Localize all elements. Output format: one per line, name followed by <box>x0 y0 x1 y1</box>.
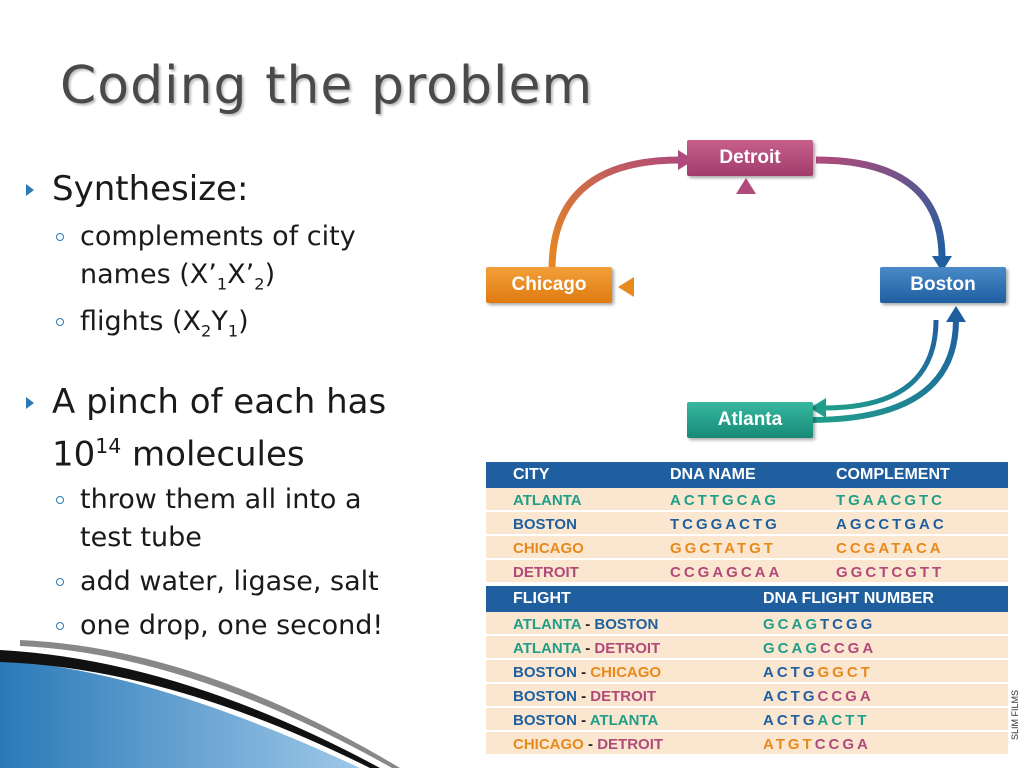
city-box-atlanta: Atlanta <box>687 402 813 438</box>
city-name: BOSTON <box>513 516 577 533</box>
flight-route: ATLANTA - BOSTON <box>513 616 659 633</box>
sub-bullet-text: complements of city <box>80 221 356 252</box>
col-dna-name: DNA NAME <box>670 466 756 483</box>
col-flight: FLIGHT <box>513 590 571 607</box>
city-rows <box>486 488 1008 584</box>
dna-sequence: GGCTCGTT <box>836 564 945 581</box>
city-name: DETROIT <box>513 564 579 581</box>
dna-sequence: GCAGTCGG <box>763 616 876 633</box>
dna-table <box>486 462 1008 756</box>
bullet-text: A pinch of each has <box>52 381 387 422</box>
col-complement: COMPLEMENT <box>836 466 950 483</box>
decorative-swoosh <box>0 640 480 768</box>
slide-title: Coding the problem <box>60 56 594 116</box>
dna-sequence: ACTTGCAG <box>670 492 779 509</box>
bullet-synthesize <box>22 170 462 208</box>
sub-bullet-flights: flights $(X_2Y_1)$ <box>22 303 462 350</box>
city-row <box>486 536 1008 560</box>
dna-sequence: CCGATACA <box>836 540 944 557</box>
sub-bullet-text: throw them all into a <box>80 484 362 516</box>
city-box-chicago: Chicago <box>486 267 612 303</box>
city-row <box>486 488 1008 512</box>
sub-bullet-add-water: add water, ligase, salt <box>22 563 462 601</box>
city-box-boston: Boston <box>880 267 1006 303</box>
city-header-row <box>486 462 1008 488</box>
bullet-text: Synthesize: <box>52 169 249 209</box>
sub-bullet-ring-icon <box>56 496 64 504</box>
dna-sequence: ACTGACTT <box>763 712 870 729</box>
flight-row <box>486 660 1008 684</box>
flight-row <box>486 636 1008 660</box>
flight-route: ATLANTA - DETROIT <box>513 640 661 657</box>
sub-bullet-ring-icon <box>56 578 64 586</box>
dna-sequence: CCGAGCAA <box>670 564 783 581</box>
sub-bullet-ring-icon <box>56 233 64 241</box>
bullet-list <box>22 170 462 645</box>
bullet-pinch <box>22 383 462 473</box>
arrow-boston-atlanta <box>810 320 936 418</box>
flight-row <box>486 612 1008 636</box>
bullet-triangle-icon <box>26 397 34 409</box>
flight-rows <box>486 612 1008 756</box>
bullet-triangle-icon <box>26 184 34 196</box>
col-flight-number: DNA FLIGHT NUMBER <box>763 590 934 607</box>
sub-bullet-text-line2: test tube <box>80 522 202 554</box>
dna-sequence: ATGTCCGA <box>763 736 871 753</box>
arrow-atlanta-boston <box>810 306 966 420</box>
flight-row <box>486 732 1008 756</box>
sub-bullet-one-drop: one drop, one second! <box>22 607 462 645</box>
city-name: ATLANTA <box>513 492 582 509</box>
dna-sequence: ACTGCCGA <box>763 688 874 705</box>
dna-sequence: TGAACGTC <box>836 492 945 509</box>
flight-route: BOSTON - CHICAGO <box>513 664 662 681</box>
credit-text: SLIM FILMS <box>1010 689 1020 740</box>
arrow-chicago-detroit <box>552 150 694 270</box>
flight-row <box>486 684 1008 708</box>
arrow-detroit-boston <box>816 160 952 272</box>
city-row <box>486 560 1008 584</box>
sub-bullet-complements <box>22 218 462 303</box>
dna-sequence: TCGGACTG <box>670 516 780 533</box>
flight-route: BOSTON - ATLANTA <box>513 712 659 729</box>
city-box-detroit: Detroit <box>687 140 813 176</box>
sub-bullet-ring-icon <box>56 318 64 326</box>
sub-bullet-ring-icon <box>56 622 64 630</box>
col-city: CITY <box>513 466 550 483</box>
sub-bullet-throw <box>22 481 462 557</box>
bullet-text-line2: $10^{14}$ molecules <box>52 433 305 475</box>
city-name: CHICAGO <box>513 540 584 557</box>
flight-row <box>486 708 1008 732</box>
flight-route: CHICAGO - DETROIT <box>513 736 664 753</box>
city-row <box>486 512 1008 536</box>
dna-sequence: GCAGCCGA <box>763 640 877 657</box>
dna-sequence: ACTGGGCT <box>763 664 873 681</box>
flight-header-row <box>486 586 1008 612</box>
flight-route: BOSTON - DETROIT <box>513 688 657 705</box>
sub-bullet-text-line2: names $(X’_1X’_2)$ <box>80 259 276 294</box>
dna-sequence: AGCCTGAC <box>836 516 947 533</box>
dna-sequence: GGCTATGT <box>670 540 776 557</box>
